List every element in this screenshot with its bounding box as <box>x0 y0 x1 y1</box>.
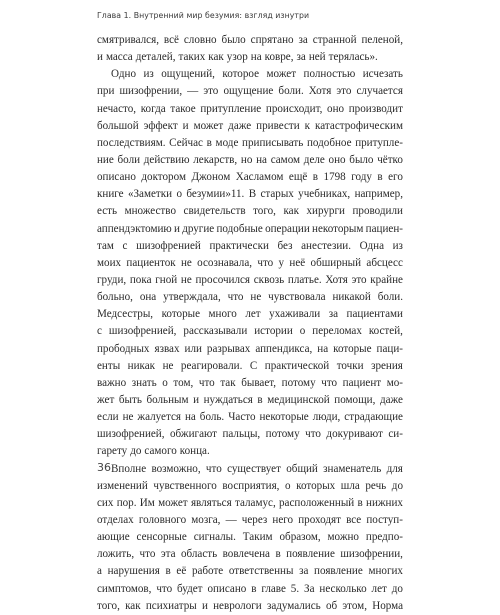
text-line: изменений чувственного восприятия, о которых шла речь до <box>97 479 403 492</box>
text-line: моих пациенток не осознавала, что у неё обширный абсцесс <box>97 256 403 269</box>
text-line: больно, она утверждала, что не чувствовала никакой боли. <box>97 291 403 304</box>
text-line: отделах головного мозга, — через него проходят все поступ- <box>97 513 403 526</box>
text-line: шизофренией, обжигают пальцы, потому что докуривают си- <box>97 428 403 441</box>
running-header: Глава 1. Внутренний мир безумия: взгляд изнутри <box>97 11 310 20</box>
page-number: 36 <box>97 461 111 474</box>
text-line: Одно из ощущений, которое может полностью исчезать <box>111 68 403 81</box>
text-line: Медсестры, которые много лет ухаживали за пациентами <box>97 308 403 321</box>
text-line: книге «Заметки о безумии»11. В старых учебниках, например, <box>97 188 403 201</box>
text-line: с шизофренией, рассказывали истории о переломах костей, <box>97 325 403 338</box>
text-line: ающие сенсорные сигналы. Таким образом, можно предпо- <box>97 531 403 544</box>
text-line: симптомов, что будет описано в главе 5. За несколько лет до <box>97 582 403 595</box>
text-line: важно знать о том, что так бывает, потому что пациент мо- <box>97 376 403 389</box>
text-line: нечасто, когда такое притупление происходит, оно производит <box>97 102 403 115</box>
text-line: ложить, что эта область вовлечена в появление шизофрении, <box>97 548 403 561</box>
text-line: енты никак не реагировали. С практической точки зрения <box>97 359 403 372</box>
text-line: прободных язвах или разрывах аппендикса, на которые паци- <box>97 342 403 355</box>
text-line: смятривался, всё словно было спрятано за странной пеленой, <box>97 34 403 46</box>
text-line: а нарушения в её работе ответственны за появление многих <box>97 565 403 578</box>
text-line: аппендэктомию и другие подобные операции некоторым пациен- <box>97 222 403 235</box>
text-line: сих пор. Им может являться таламус, расположенный в нижних <box>97 496 403 509</box>
text-line: Вполне возможно, что существует общий знаменатель для <box>111 462 403 475</box>
text-line: есть множество свидетельств того, как хирурги проводили <box>97 205 403 218</box>
text-line: там с шизофренией практически без анестезии. Одна из <box>97 239 403 252</box>
text-line: груди, пока гной не просочился сквозь платье. Хотя это крайне <box>97 273 403 286</box>
text-line: того, как психиатры и неврологи задумались об этом, Норма <box>97 599 403 612</box>
text-line: последствиям. Сейчас в моде приписывать подобное притупле- <box>97 136 403 149</box>
body-text <box>97 32 403 615</box>
text-line: жет быть больным и нуждаться в медицинской помощи, даже <box>97 393 403 406</box>
text-line: гарету до самого конца. <box>97 445 210 458</box>
text-line: ние боли действию лекарств, но на самом деле оно было чётко <box>97 153 403 166</box>
text-line: если не жалуется на боль. Часто некоторые люди, страдающие <box>97 411 403 424</box>
text-line: описано доктором Джоном Хасламом ещё в 1798 году в его <box>97 171 403 184</box>
text-line: и масса деталей, таких как узор на ковре, за ней терялась». <box>97 51 378 64</box>
text-line: при шизофрении, — это ощущение боли. Хотя это случается <box>97 85 403 98</box>
text-line: большой эффект и может даже привести к катастрофическим <box>97 119 403 132</box>
